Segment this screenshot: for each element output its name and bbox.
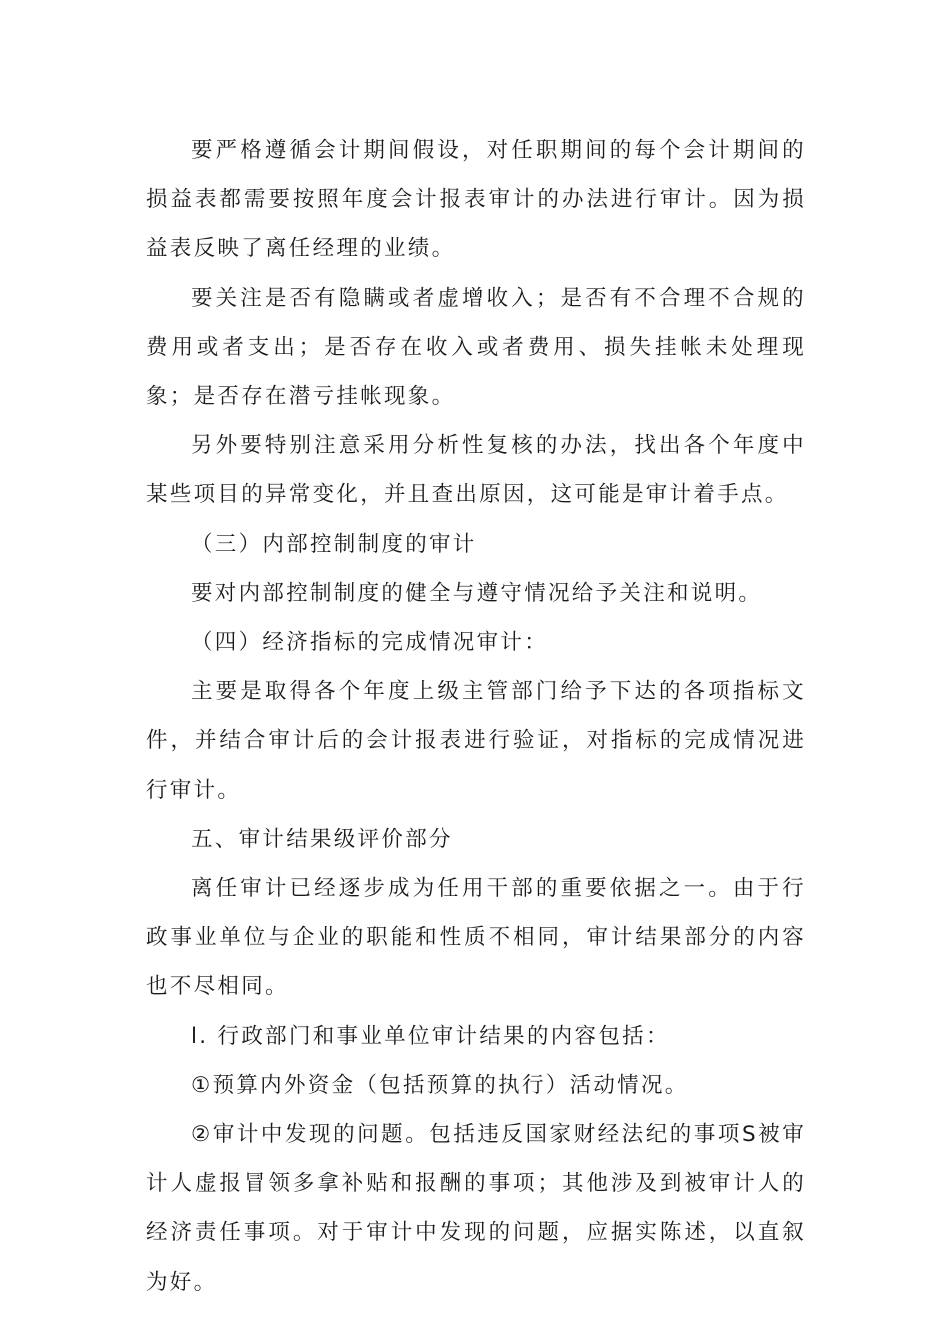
section-heading: 五、审计结果级评价部分 xyxy=(191,826,453,852)
paragraph: 要严格遵循会计期间假设，对任职期间的每个会计期间的损益表都需要按照年度会计报表审计的办法进行审计。因为损益表反映了离任经理的业绩。 xyxy=(146,138,806,262)
paragraph: 主要是取得各个年度上级主管部门给予下达的各项指标文件，并结合审计后的会计报表进行验证，对指标的完成情况进行审计。 xyxy=(146,679,806,803)
paragraph: 另外要特别注意采用分析性复核的办法，找出各个年度中某些项目的异常变化，并且查出原因，这可能是审计着手点。 xyxy=(146,433,806,508)
paragraph: 要对内部控制制度的健全与遵守情况给予关注和说明。 xyxy=(191,580,763,606)
section-heading: （三）内部控制制度的审计 xyxy=(191,531,477,557)
paragraph: 离任审计已经逐步成为任用干部的重要依据之一。由于行政事业单位与企业的职能和性质不相同，审计结果部分的内容也不尽相同。 xyxy=(146,876,806,1000)
list-item: ②审计中发现的问题。包括违反国家财经法纪的事项S被审计人虚报冒领多拿补贴和报酬的事项；其他涉及到被审计人的经济责任事项。对于审计中发现的问题，应据实陈述，以直叙为好。 xyxy=(146,1122,806,1295)
paragraph: 要关注是否有隐瞒或者虚增收入；是否有不合理不合规的费用或者支出；是否存在收入或者费用、损失挂帐未处理现象；是否存在潜亏挂帐现象。 xyxy=(146,285,806,410)
list-heading: l. 行政部门和事业单位审计结果的内容包括： xyxy=(191,1023,670,1049)
list-item: ①预算内外资金（包括预算的执行）活动情况。 xyxy=(191,1072,689,1098)
section-heading: （四）经济指标的完成情况审计： xyxy=(191,630,549,656)
document-body xyxy=(146,126,806,1307)
